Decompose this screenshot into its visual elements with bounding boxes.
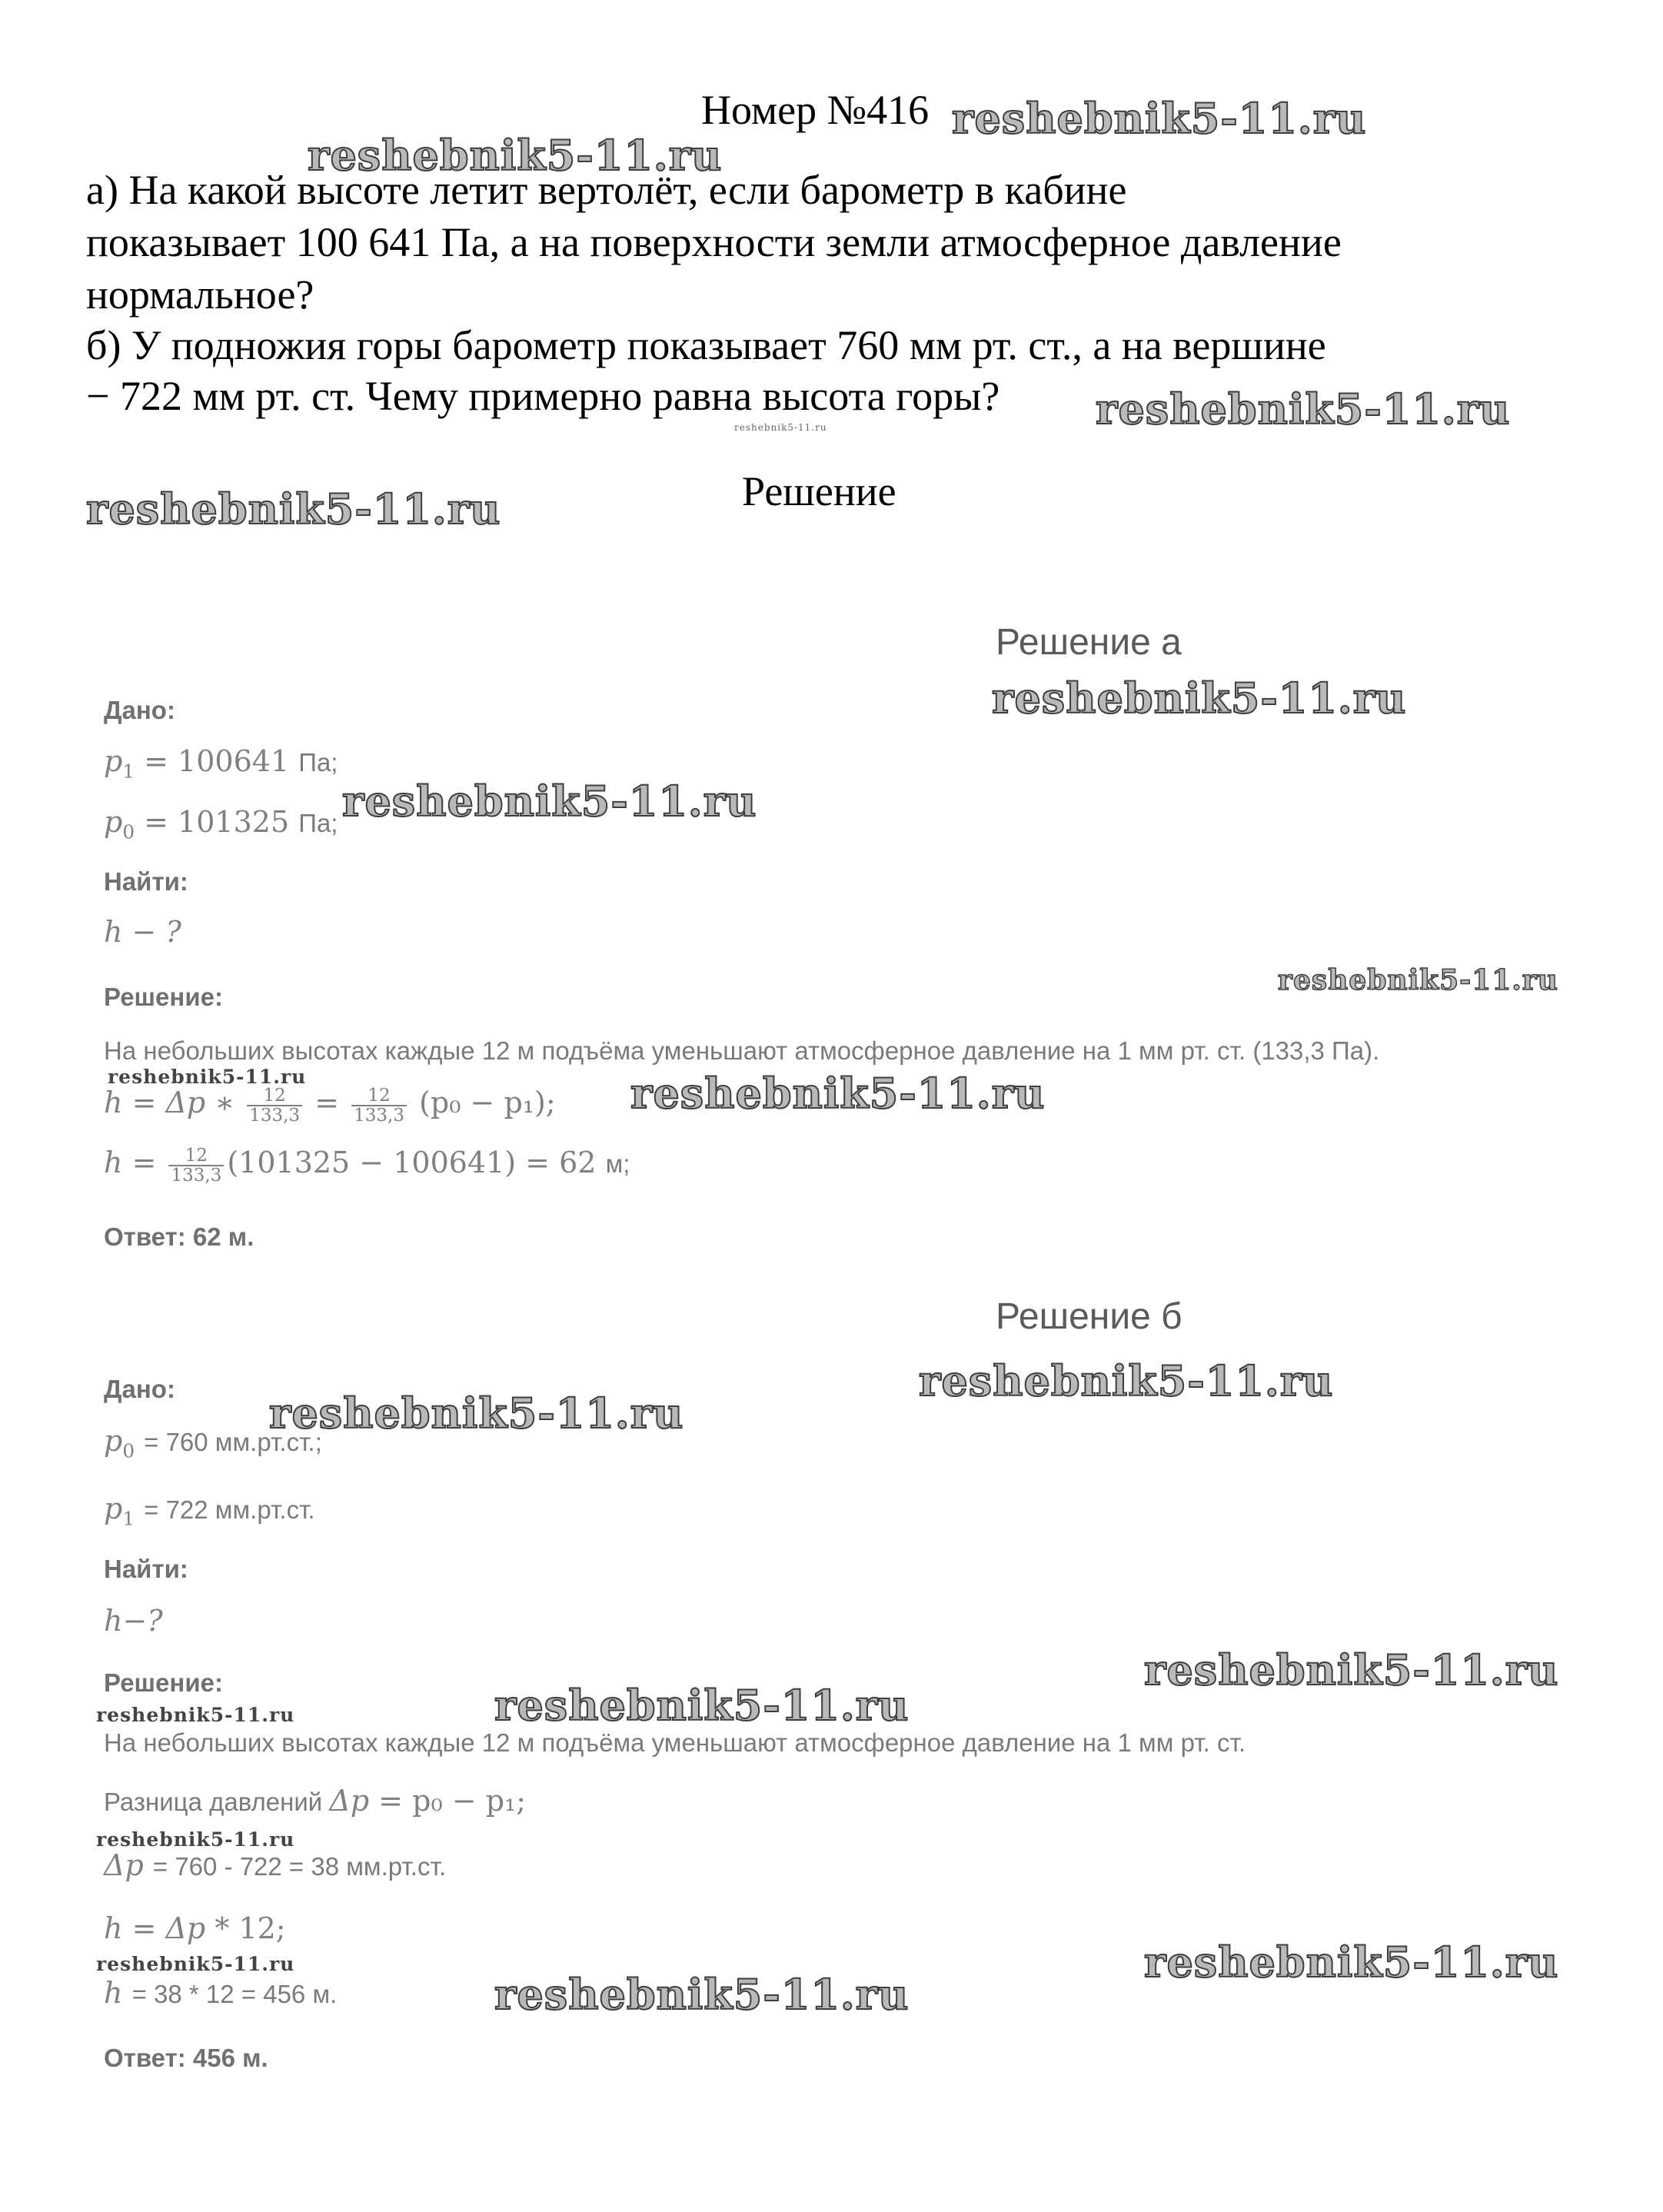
part-b-difference-calc: Δp = 760 - 722 = 38 мм.рт.ст.: [104, 1848, 447, 1882]
watermark-text: reshebnik5-11.ru: [96, 1704, 295, 1726]
fraction: $\frac{12}{133,3}$: [168, 1146, 224, 1185]
part-b-given-label: Дано:: [104, 1375, 175, 1403]
part-b-find-value: h−?: [104, 1604, 163, 1638]
part-b-answer: Ответ: 456 м.: [104, 2044, 268, 2072]
watermark-text: reshebnik5-11.ru: [1278, 964, 1558, 996]
watermark-text: reshebnik5-11.ru: [734, 422, 827, 433]
watermark-text: reshebnik5-11.ru: [96, 1953, 295, 1975]
watermark-text: reshebnik5-11.ru: [494, 1681, 910, 1730]
part-b-given-p0: $p_0 = 760$ мм.рт.ст.;: [104, 1424, 322, 1462]
watermark-text: reshebnik5-11.ru: [1144, 1645, 1559, 1695]
part-b-statement: На небольших высотах каждые 12 м подъёма уменьшают атмосферное давление на 1 мм рт. ст.: [104, 1728, 1246, 1757]
part-a-given-p1: $p_1 = 100641$ Па;: [104, 744, 338, 783]
part-a-find-value: h − ?: [104, 915, 181, 949]
part-a-solution-label: Решение:: [104, 983, 223, 1011]
watermark-text: reshebnik5-11.ru: [342, 777, 757, 826]
watermark-text: reshebnik5-11.ru: [269, 1389, 684, 1438]
part-a-formula-1: h = Δp ∗ $\frac{12}{133,3}$ = $\frac{12}{133,3}$ (p₀ − p₁);: [104, 1085, 556, 1126]
watermark-text: reshebnik5-11.ru: [919, 1356, 1334, 1405]
solution-title: Решение: [742, 468, 896, 514]
part-b-heading: Решение б: [996, 1296, 1182, 1337]
watermark-text: reshebnik5-11.ru: [308, 131, 723, 180]
watermark-text: reshebnik5-11.ru: [952, 94, 1367, 143]
part-a-answer: Ответ: 62 м.: [104, 1222, 254, 1251]
part-b-solution-label: Решение:: [104, 1668, 223, 1697]
part-a-statement: На небольших высотах каждые 12 м подъёма уменьшают атмосферное давление на 1 мм рт. ст. (133,3 Па).: [104, 1036, 1380, 1065]
part-b-height-formula: h = Δp * 12;: [104, 1911, 286, 1945]
part-b-pressure-difference: Разница давлений Δp = p₀ − p₁;: [104, 1784, 527, 1818]
part-b-find-label: Найти:: [104, 1555, 188, 1583]
part-a-formula-2: h = $\frac{12}{133,3}$ (101325 − 100641) = 62 м;: [104, 1145, 630, 1186]
problem-line-3: нормальное?: [86, 271, 314, 318]
watermark-text: reshebnik5-11.ru: [630, 1069, 1046, 1118]
part-a-heading: Решение а: [996, 622, 1182, 663]
part-b-height-calc: h = 38 * 12 = 456 м.: [104, 1976, 338, 2010]
watermark-text: reshebnik5-11.ru: [86, 484, 501, 534]
problem-line-2: показывает 100 641 Па, а на поверхности земли атмосферное давление: [86, 219, 1342, 265]
problem-line-4: б) У подножия горы барометр показывает 760 мм рт. ст., а на вершине: [86, 322, 1326, 368]
part-a-find-label: Найти:: [104, 867, 188, 896]
problem-line-5: − 722 мм рт. ст. Чему примерно равна высота горы?: [86, 373, 1000, 419]
part-a-given-label: Дано:: [104, 696, 175, 724]
watermark-text: reshebnik5-11.ru: [1096, 384, 1511, 434]
watermark-text: reshebnik5-11.ru: [108, 1066, 307, 1088]
watermark-text: reshebnik5-11.ru: [992, 674, 1407, 723]
problem-number-title: Номер №416: [701, 87, 930, 133]
watermark-text: reshebnik5-11.ru: [1144, 1938, 1559, 1987]
fraction: $\frac{12}{133,3}$: [247, 1086, 302, 1125]
part-a-given-p0: $p_0 = 101325$ Па;: [104, 805, 338, 843]
fraction: $\frac{12}{133,3}$: [351, 1086, 407, 1125]
watermark-text: reshebnik5-11.ru: [96, 1828, 295, 1851]
problem-line-1: а) На какой высоте летит вертолёт, если барометр в кабине: [86, 167, 1127, 213]
part-b-given-p1: $p_1 = 722$ мм.рт.ст.: [104, 1492, 315, 1530]
watermark-text: reshebnik5-11.ru: [494, 1970, 910, 2019]
